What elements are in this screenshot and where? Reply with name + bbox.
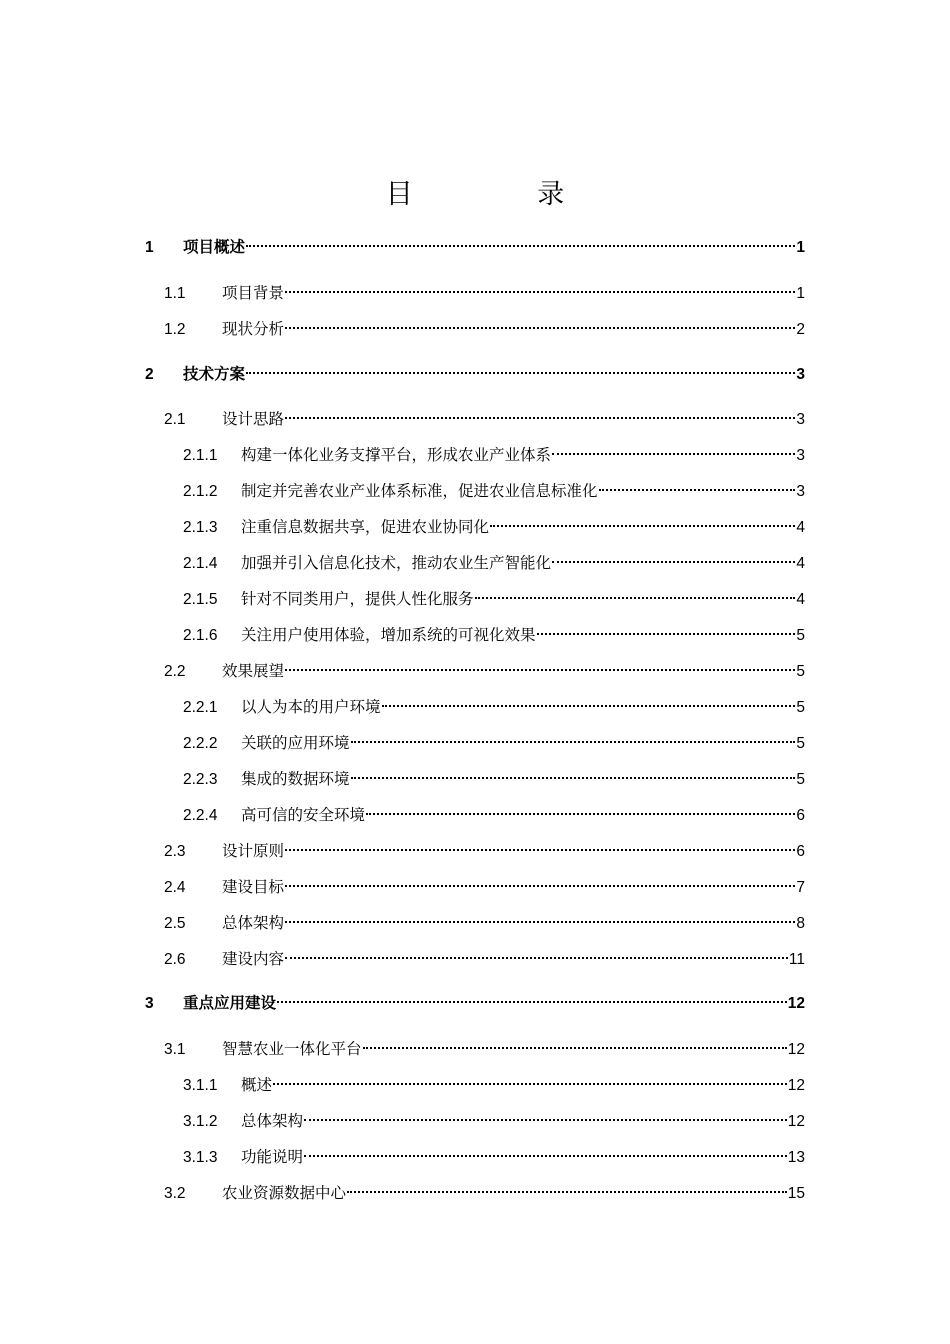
toc-entry-number: 3.1.3 (183, 1149, 218, 1166)
toc-entry-number: 2.2.1 (183, 699, 218, 716)
toc-entry-title: 关注用户使用体验，增加系统的可视化效果 (241, 626, 536, 644)
dot-leader (285, 669, 795, 671)
toc-entry-number: 1.2 (164, 321, 186, 338)
toc-entry-page: 12 (787, 1041, 805, 1058)
dot-leader (382, 705, 796, 707)
toc-entry[interactable] (183, 442, 805, 468)
dot-leader (490, 525, 795, 527)
toc-entry-page: 5 (796, 771, 805, 788)
toc-entry[interactable] (164, 874, 805, 900)
toc-title: 目 录 (385, 179, 623, 210)
toc-entry-number: 2.6 (164, 951, 186, 968)
toc-entry[interactable] (164, 838, 805, 864)
toc-entry-title: 针对不同类用户，提供人性化服务 (241, 590, 474, 608)
toc-entry-page: 3 (796, 411, 805, 428)
toc-entry-number: 3.1 (164, 1041, 186, 1058)
toc-entry-title: 设计思路 (222, 410, 285, 428)
toc-entry-number: 2.2.2 (183, 735, 218, 752)
toc-entry-number: 3 (145, 995, 154, 1012)
toc-entry-title: 农业资源数据中心 (222, 1184, 347, 1202)
toc-entry[interactable] (164, 658, 805, 684)
toc-entry-title: 智慧农业一体化平台 (222, 1040, 362, 1058)
toc-entry[interactable] (164, 910, 805, 936)
toc-entry-number: 1.1 (164, 285, 186, 302)
dot-leader (537, 633, 796, 635)
toc-entry[interactable] (145, 234, 805, 260)
dot-leader (363, 1047, 787, 1049)
toc-entry[interactable] (164, 406, 805, 432)
toc-entry[interactable] (183, 1072, 805, 1098)
toc-entry-page: 12 (787, 1077, 805, 1094)
toc-entry-page: 4 (796, 591, 805, 608)
toc-entry-title: 项目背景 (222, 284, 285, 302)
toc-entry[interactable] (183, 622, 805, 648)
toc-entry[interactable] (164, 280, 805, 306)
dot-leader (246, 245, 795, 247)
dot-leader (552, 561, 795, 563)
toc-entry[interactable] (183, 1108, 805, 1134)
dot-leader (351, 741, 796, 743)
toc-entry-number: 3.1.2 (183, 1113, 218, 1130)
toc-entry-number: 1 (145, 239, 154, 256)
toc-entry-page: 3 (796, 447, 805, 464)
toc-entry-title: 项目概述 (183, 238, 246, 256)
toc-entry-title: 概述 (241, 1076, 273, 1094)
toc-entry-title: 技术方案 (183, 365, 246, 383)
dot-leader (599, 489, 796, 491)
dot-leader (304, 1155, 787, 1157)
dot-leader (366, 813, 795, 815)
toc-entry[interactable] (183, 586, 805, 612)
toc-entry-number: 2.2.3 (183, 771, 218, 788)
dot-leader (285, 849, 795, 851)
toc-entry-page: 5 (796, 627, 805, 644)
toc-entry[interactable] (183, 802, 805, 828)
toc-entry-number: 2.1.2 (183, 483, 218, 500)
toc-entry[interactable] (183, 514, 805, 540)
dot-leader (246, 372, 795, 374)
toc-entry-page: 5 (796, 663, 805, 680)
dot-leader (285, 921, 795, 923)
toc-entry-page: 2 (796, 321, 805, 338)
toc-entry-number: 2.3 (164, 843, 186, 860)
toc-entry[interactable] (183, 730, 805, 756)
toc-entry-title: 集成的数据环境 (241, 770, 350, 788)
toc-entry-page: 12 (787, 1113, 805, 1130)
toc-entry-number: 2.4 (164, 879, 186, 896)
toc-entry-title: 建设内容 (222, 950, 285, 968)
toc-entry-title: 效果展望 (222, 662, 285, 680)
toc-entry-number: 2.1.4 (183, 555, 218, 572)
dot-leader (285, 291, 795, 293)
toc-entry[interactable] (183, 1144, 805, 1170)
toc-entry[interactable] (183, 550, 805, 576)
toc-entry-page: 6 (796, 843, 805, 860)
toc-entry-number: 2.5 (164, 915, 186, 932)
toc-entry-title: 以人为本的用户环境 (241, 698, 381, 716)
toc-entry[interactable] (164, 1036, 805, 1062)
toc-entry-number: 2.1.6 (183, 627, 218, 644)
toc-entry-title: 建设目标 (222, 878, 285, 896)
toc-entry-page: 8 (796, 915, 805, 932)
toc-entry-title: 功能说明 (241, 1148, 304, 1166)
toc-entry-title: 制定并完善农业产业体系标准，促进农业信息标准化 (241, 482, 598, 500)
toc-entry-page: 13 (787, 1149, 805, 1166)
toc-entry-title: 加强并引入信息化技术，推动农业生产智能化 (241, 554, 552, 572)
toc-entry-title: 注重信息数据共享，促进农业协同化 (241, 518, 490, 536)
toc-entry[interactable] (164, 946, 805, 972)
toc-entry[interactable] (164, 1180, 805, 1206)
dot-leader (285, 957, 788, 959)
dot-leader (351, 777, 796, 779)
dot-leader (277, 1001, 787, 1003)
toc-entry-number: 2.1.3 (183, 519, 218, 536)
toc-entry-page: 1 (796, 239, 805, 256)
toc-entry-page: 11 (788, 951, 805, 968)
toc-entry-page: 1 (796, 285, 805, 302)
dot-leader (273, 1083, 787, 1085)
dot-leader (285, 885, 795, 887)
toc-entry[interactable] (183, 766, 805, 792)
toc-entry-number: 3.1.1 (183, 1077, 218, 1094)
toc-entry-title: 总体架构 (222, 914, 285, 932)
toc-entry[interactable] (145, 361, 805, 387)
toc-entry-page: 15 (787, 1185, 805, 1202)
toc-entry-page: 6 (796, 807, 805, 824)
toc-entry-page: 3 (796, 483, 805, 500)
toc-entry-title: 重点应用建设 (183, 994, 277, 1012)
dot-leader (285, 327, 795, 329)
toc-entry-title: 总体架构 (241, 1112, 304, 1130)
toc-entry-title: 高可信的安全环境 (241, 806, 366, 824)
dot-leader (475, 597, 796, 599)
toc-entry-number: 2.2 (164, 663, 186, 680)
toc-entry-number: 2.1 (164, 411, 186, 428)
toc-entry[interactable] (183, 478, 805, 504)
dot-leader (304, 1119, 787, 1121)
toc-entry-page: 5 (796, 699, 805, 716)
toc-entry-number: 2.1.5 (183, 591, 218, 608)
toc-entry-page: 4 (796, 555, 805, 572)
toc-entry-page: 7 (796, 879, 805, 896)
toc-entry-title: 关联的应用环境 (241, 734, 350, 752)
toc-entry-number: 2.1.1 (183, 447, 218, 464)
toc-entry[interactable] (145, 990, 805, 1016)
toc-entry-page: 3 (796, 366, 805, 383)
toc-entry-page: 12 (787, 995, 805, 1012)
toc-entry-number: 2 (145, 366, 154, 383)
toc-entry-number: 3.2 (164, 1185, 186, 1202)
dot-leader (347, 1191, 787, 1193)
dot-leader (285, 417, 795, 419)
toc-entry-title: 现状分析 (222, 320, 285, 338)
toc-entry-number: 2.2.4 (183, 807, 218, 824)
toc-entry-title: 构建一体化业务支撑平台，形成农业产业体系 (241, 446, 552, 464)
toc-entry[interactable] (183, 694, 805, 720)
toc-entry[interactable] (164, 316, 805, 342)
toc-entry-page: 4 (796, 519, 805, 536)
toc-entry-page: 5 (796, 735, 805, 752)
dot-leader (552, 453, 795, 455)
toc-entry-title: 设计原则 (222, 842, 285, 860)
